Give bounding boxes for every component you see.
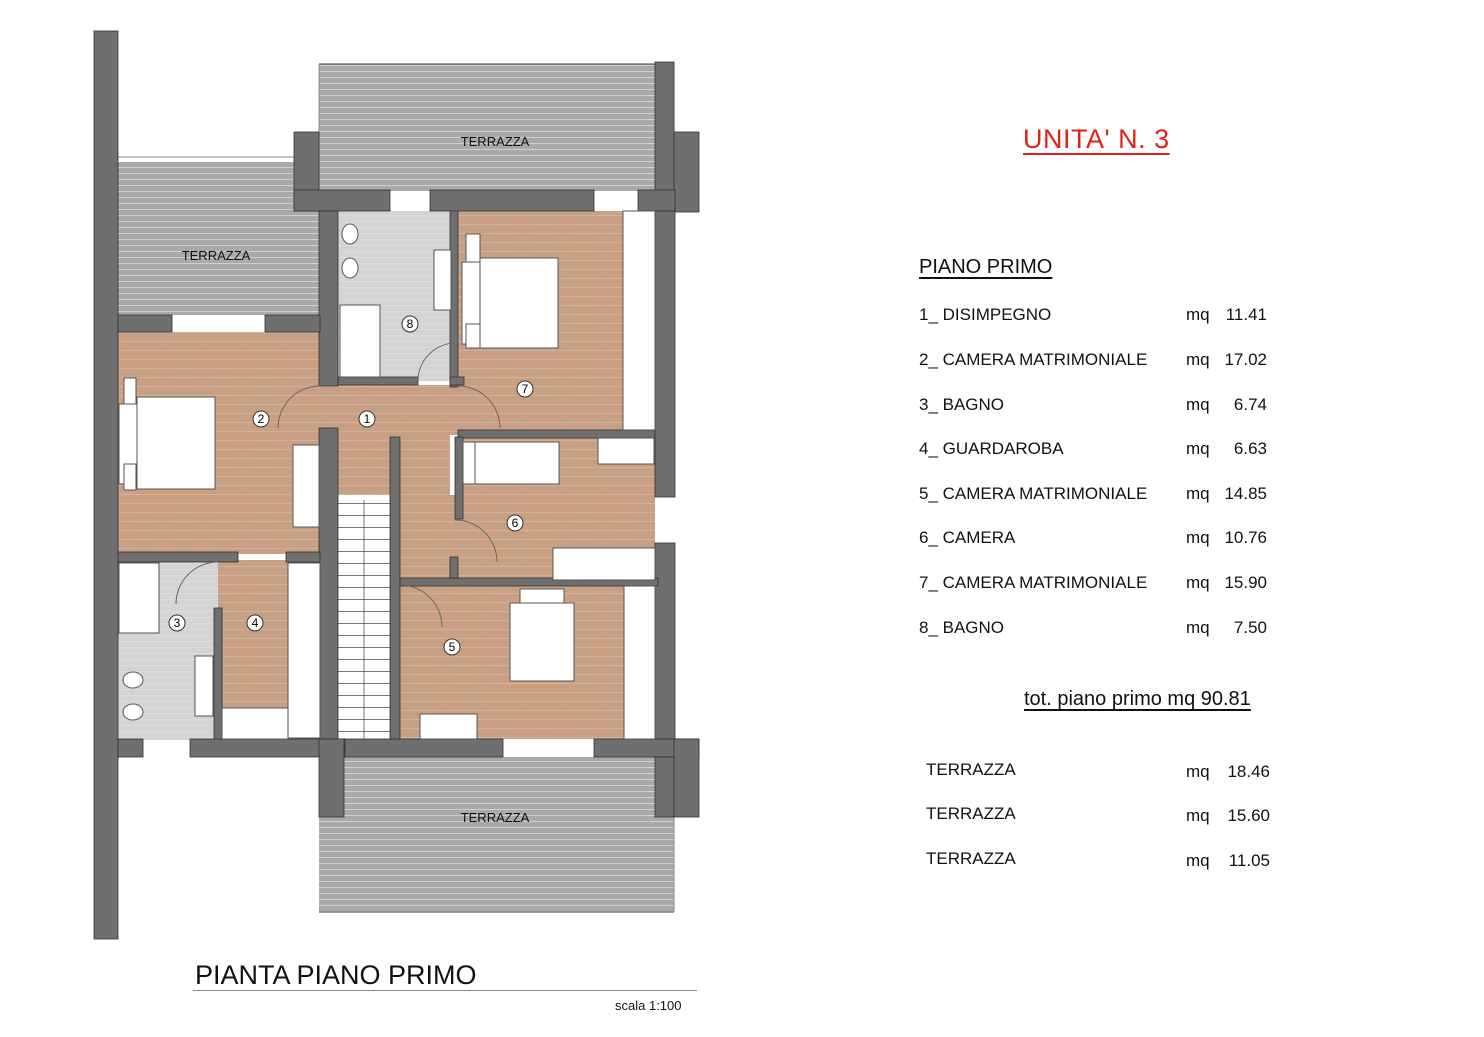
room-unit: mq [1186,350,1210,369]
terrace-name: TERRAZZA [926,760,1016,779]
room-row [919,395,1279,419]
room-marker-7 [517,381,533,397]
room-number-3: 3 [173,616,181,630]
room-area: 17.02 [1224,350,1267,369]
terrace-unit: mq [1186,806,1210,825]
room-row [919,618,1279,642]
room-number-7: 7 [521,382,529,396]
terrace-label-bottom: TERRAZZA [460,810,530,825]
terrace-area: 15.60 [1227,806,1270,825]
room-area: 6.74 [1233,395,1267,414]
room-marker-4 [247,615,263,631]
terrace-unit: mq [1186,851,1210,870]
room-marker-1 [359,411,375,427]
room-area: 6.63 [1233,439,1267,458]
room-name: 4_ GUARDAROBA [919,439,1064,458]
room-name: 6_ CAMERA [919,528,1016,547]
terrace-label-left: TERRAZZA [181,248,251,263]
scale-label: scala 1:100 [615,998,682,1013]
room-area: 11.41 [1225,305,1267,324]
terrace-area: 11.05 [1228,851,1270,870]
terrace-top [319,64,674,191]
room-unit: mq [1186,439,1210,458]
room-unit: mq [1186,305,1210,324]
plan-title: PIANTA PIANO PRIMO [195,960,477,990]
room-name: 8_ BAGNO [919,618,1005,637]
room-marker-5 [444,639,460,655]
room-area: 10.76 [1224,528,1267,547]
room-marker-8 [402,316,418,332]
room-row [919,305,1279,329]
room-number-4: 4 [251,616,259,630]
terrace-area: 18.46 [1227,762,1270,781]
floor-heading: PIANO PRIMO [919,256,1053,278]
room-marker-6 [507,515,523,531]
room-unit: mq [1186,528,1210,547]
room-1-floor [278,385,464,435]
terrace-label-top: TERRAZZA [460,134,530,149]
terrace-name: TERRAZZA [926,849,1016,868]
room-name: 7_ CAMERA MATRIMONIALE [919,573,1148,592]
room-number-2: 2 [257,412,265,426]
room-marker-3 [169,615,185,631]
room-area: 15.90 [1224,573,1267,592]
room-name: 1_ DISIMPEGNO [919,305,1052,324]
room-row [919,350,1279,374]
terrace-row [926,760,1276,784]
terrace-name: TERRAZZA [926,804,1016,823]
room-unit: mq [1186,618,1210,637]
terrace-row [926,849,1276,873]
room-row [919,528,1279,552]
terrace-unit: mq [1186,762,1210,781]
room-unit: mq [1186,573,1210,592]
room-number-1: 1 [363,412,371,426]
floor-total: tot. piano primo mq 90.81 [1024,688,1251,710]
room-name: 2_ CAMERA MATRIMONIALE [919,350,1148,369]
unit-title: UNITA' N. 3 [1023,124,1170,154]
room-marker-2 [253,411,269,427]
room-row [919,573,1279,597]
room-number-8: 8 [406,317,414,331]
room-row [919,439,1279,463]
terrace-row [926,804,1276,828]
terrace-left [118,157,319,315]
room-row [919,484,1279,508]
room-number-5: 5 [448,640,456,654]
terrace-bottom [319,757,674,912]
room-name: 5_ CAMERA MATRIMONIALE [919,484,1148,503]
room-area: 14.85 [1224,484,1267,503]
room-number-6: 6 [511,516,519,530]
room-unit: mq [1186,395,1210,414]
room-unit: mq [1186,484,1210,503]
plan-title-rule [193,990,697,991]
room-area: 7.50 [1233,618,1267,637]
room-name: 3_ BAGNO [919,395,1005,414]
